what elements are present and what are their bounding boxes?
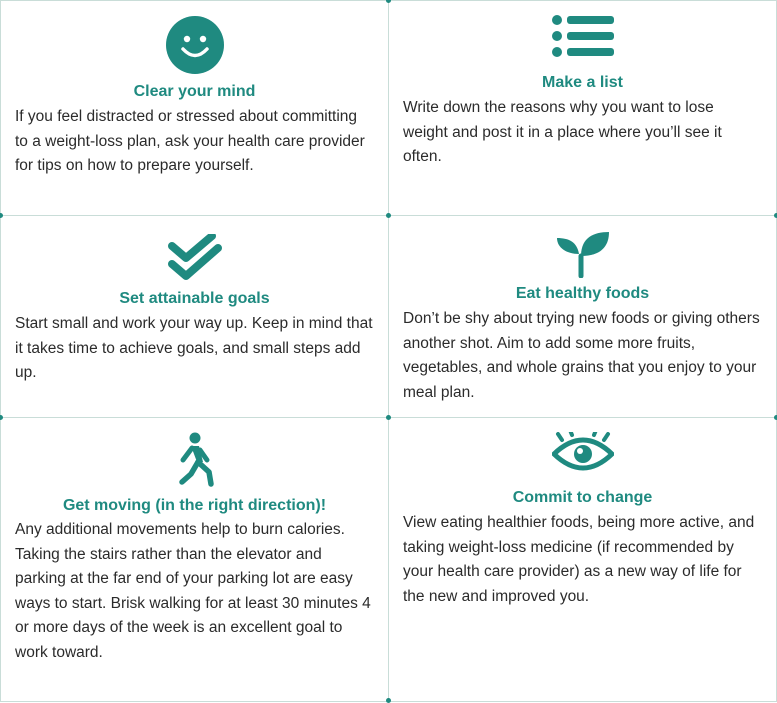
tip-card-eat-healthy-foods bbox=[388, 215, 777, 418]
smiley-face-icon bbox=[1, 15, 388, 75]
tip-title: Set attainable goals bbox=[119, 290, 270, 307]
double-check-icon bbox=[1, 234, 388, 280]
tip-title: Commit to change bbox=[512, 489, 653, 506]
tip-card-commit-to-change bbox=[388, 417, 777, 702]
walking-person-icon bbox=[1, 432, 388, 488]
tip-card-set-attainable-goals bbox=[0, 215, 389, 418]
tip-body: Start small and work your way up. Keep in mind that it takes time to achieve goals, and small steps add up. bbox=[15, 315, 373, 381]
tip-body: View eating healthier foods, being more active, and taking weight-loss medicine (if recommended by your health care provider) as a new way of life for the new and improved you. bbox=[403, 514, 755, 605]
tip-title: Clear your mind bbox=[133, 83, 256, 100]
tip-card-clear-your-mind bbox=[0, 0, 389, 216]
sprout-icon bbox=[389, 230, 776, 278]
eye-icon bbox=[389, 432, 776, 478]
grid-dot bbox=[386, 415, 391, 420]
tip-body: If you feel distracted or stressed about committing to a weight-loss plan, ask your health care provider for tips on how to prepare yourself. bbox=[15, 108, 365, 174]
list-icon bbox=[389, 15, 776, 67]
tip-card-get-moving bbox=[0, 417, 389, 702]
tip-title: Make a list bbox=[542, 74, 623, 91]
tip-body: Don’t be shy about trying new foods or giving others another shot. Aim to add some more fruits, vegetables, and whole grains that you enjoy to your meal plan. bbox=[403, 310, 760, 401]
tip-body: Any additional movements help to burn calories. Taking the stairs rather than the elevator and parking at the far end of your parking lot are easy ways to start. Brisk walking for at least 30 minutes 4 or more days of the week is an excellent goal to work toward. bbox=[15, 521, 371, 661]
tip-body: Write down the reasons why you want to lose weight and post it in a place where you’ll see it often. bbox=[403, 99, 722, 165]
tip-title: Eat healthy foods bbox=[515, 285, 650, 302]
tip-card-make-a-list bbox=[388, 0, 777, 216]
tip-title: Get moving (in the right direction)! bbox=[62, 497, 327, 514]
grid-dot bbox=[386, 213, 391, 218]
grid-dot bbox=[386, 698, 391, 703]
